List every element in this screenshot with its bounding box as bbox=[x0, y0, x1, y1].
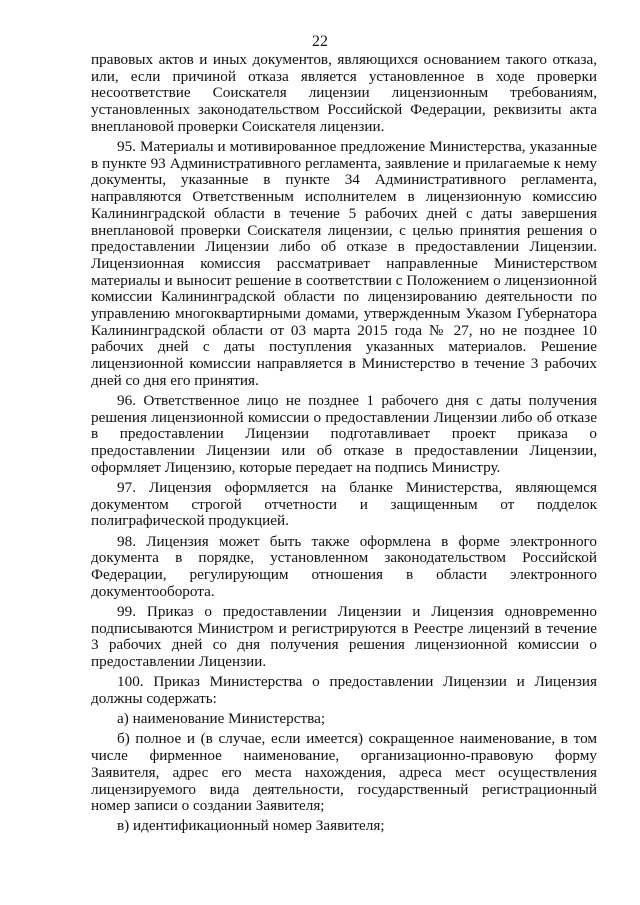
paragraph-100: 100. Приказ Министерства о предоставлении Лицензии и Лицензия должны содержать: bbox=[91, 673, 597, 708]
paragraph-97: 97. Лицензия оформляется на бланке Министерства, являющемся документом строгой отчетности и защищенным от подделок полиграфической продукцией. bbox=[91, 479, 597, 530]
list-item-v: в) идентификационный номер Заявителя; bbox=[117, 817, 385, 835]
document-body bbox=[91, 52, 597, 839]
paragraph-95: 95. Материалы и мотивированное предложение Министерства, указанные в пункте 93 Административного регламента, заявление и прилагаемые к нему документы, указанные в пункте 34 Административного регламента, направляются Ответственным исполнителем в лицензионную комиссию Калининградской области в течение 5 рабочих дней с даты завершения внеплановой проверки Соискателя лицензии, с целью принятия решения о предоставлении Лицензии либо об отказе в предоставлении Лицензии. Лицензионная комиссия рассматривает направленные Министерством материалы и выносит решение в соответствии с Положением о лицензионной комиссии Калининградской области по лицензированию деятельности по управлению многоквартирными домами, утвержденным Указом Губернатора Калининградской области от 03 марта 2015 года № 27, но не позднее 10 рабочих дней с даты поступления указанных материалов. Решение лицензионной комиссии направляется в Министерство в течение 3 рабочих дней со дня его принятия. bbox=[91, 138, 597, 389]
page-number: 22 bbox=[312, 33, 328, 50]
list-item-b: б) полное и (в случае, если имеется) сокращенное наименование, в том числе фирменное наименование, организационно-правовую форму Заявителя, адрес его места нахождения, адреса мест осуществления лицензируемого вида деятельности, государственный регистрационный номер записи о создании Заявителя; bbox=[91, 730, 597, 815]
paragraph-99: 99. Приказ о предоставлении Лицензии и Лицензия одновременно подписываются Министром и регистрируются в Реестре лицензий в течение 3 рабочих дней со дня получения решения лицензионной комиссии о предоставлении Лицензии. bbox=[91, 603, 597, 671]
paragraph-96: 96. Ответственное лицо не позднее 1 рабочего дня с даты получения решения лицензионной комиссии о предоставлении Лицензии либо об отказе в предоставлении Лицензии подготавливает проект приказа о предоставлении Лицензии или об отказе в предоставлении Лицензии, оформляет Лицензию, которые передает на подпись Министру. bbox=[91, 392, 597, 476]
paragraph-continuation: правовых актов и иных документов, являющихся основанием такого отказа, или, если причиной отказа является установленное в ходе проверки несоответствие Соискателя лицензии лицензионным требованиям, установленных законодательством Российской Федерации, реквизиты акта внеплановой проверки Соискателя лицензии. bbox=[91, 51, 597, 135]
list-item-a: а) наименование Министерства; bbox=[117, 710, 326, 728]
paragraph-98: 98. Лицензия может быть также оформлена в форме электронного документа в порядке, установленном законодательством Российской Федерации, регулирующим отношения в области электронного документооборота. bbox=[91, 532, 597, 600]
